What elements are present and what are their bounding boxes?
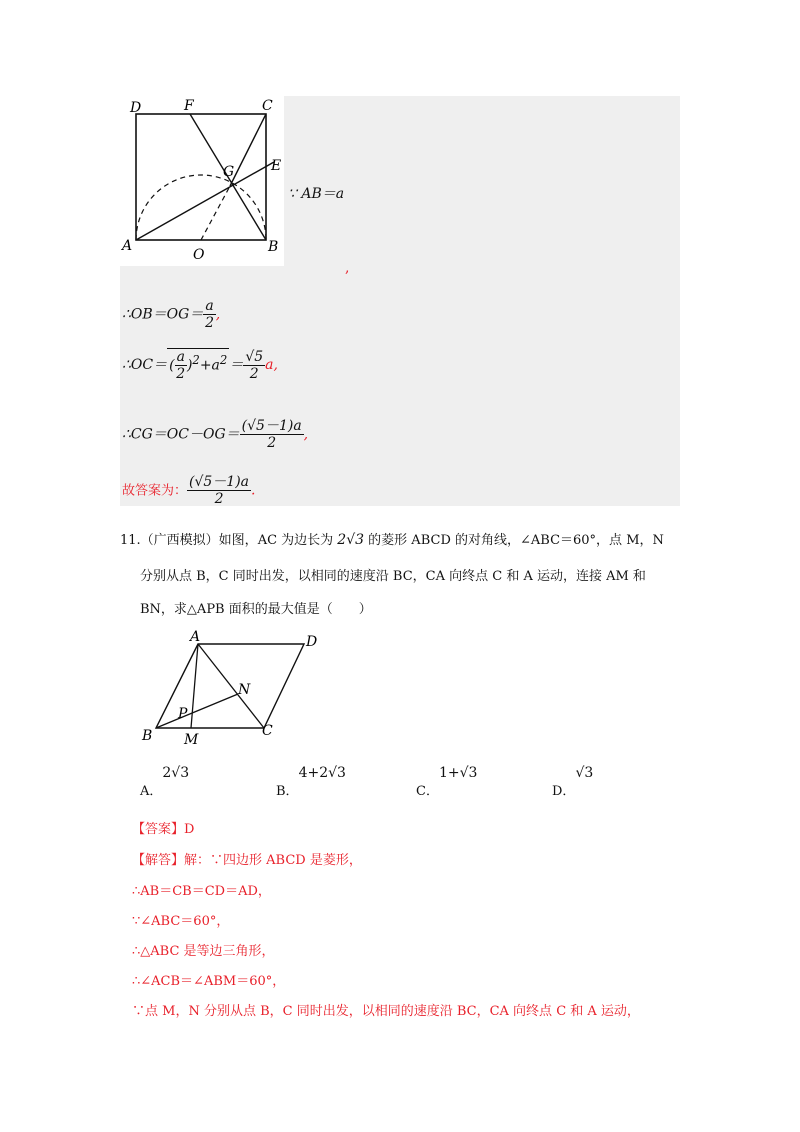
rhombus-figure bbox=[136, 628, 326, 748]
solution-step: ∴∠ACB＝∠ABM＝60°， bbox=[132, 974, 286, 989]
answer-label: 【答案】D bbox=[132, 822, 195, 837]
question-line-3: BN，求△APB 面积的最大值是（ ） bbox=[140, 602, 372, 617]
solution-step: ∴AB＝CB＝CD＝AD， bbox=[132, 884, 271, 899]
label-b: B bbox=[142, 728, 153, 744]
side-length: 2√3 bbox=[337, 532, 365, 548]
question-line-2: 分别从点 B，C 同时出发，以相同的速度沿 BC，CA 向终点 C 和 A 运动，连接 AM 和 bbox=[140, 569, 646, 584]
solution-line-3: ∴CG＝OC－OG＝ $\frac{(√5-1)a}{2}$ , bbox=[122, 418, 309, 451]
label-o: O bbox=[193, 247, 205, 263]
square-figure-svg bbox=[120, 96, 284, 266]
option-a[interactable]: $_{A.}$2√3 bbox=[140, 765, 190, 799]
label-c: C bbox=[262, 723, 273, 739]
option-b[interactable]: $_{B.}$4+2√3 bbox=[276, 765, 346, 799]
label-a: A bbox=[122, 238, 133, 254]
given-statement: ∵ AB＝a bbox=[288, 186, 345, 202]
label-b: B bbox=[268, 239, 279, 255]
solution-step: ∴△ABC 是等边三角形， bbox=[132, 944, 275, 959]
label-p: P bbox=[178, 706, 188, 722]
label-a: A bbox=[190, 629, 201, 645]
label-f: F bbox=[184, 98, 194, 114]
solution-step: ∵∠ABC＝60°， bbox=[132, 914, 230, 929]
option-c[interactable]: $_{C.}$1+√3 bbox=[416, 765, 478, 799]
sqrt-expression: ( $\frac{a}{2}$ )$^2+a^2$ bbox=[169, 349, 228, 382]
solution-step: ∵点 M，N 分别从点 B，C 同时出发，以相同的速度沿 BC，CA 向终点 C 和 A 运动， bbox=[132, 1004, 640, 1019]
solution-intro: 【解答】解：∵四边形 ABCD 是菱形， bbox=[132, 853, 362, 868]
label-d: D bbox=[306, 634, 318, 650]
rhombus-figure-svg bbox=[136, 628, 326, 748]
question-line-1: 11.（广西模拟）如图，AC 为边长为 2√3 的菱形 ABCD 的对角线，∠ABC＝60°，点 M，N bbox=[120, 532, 664, 548]
label-g: G bbox=[223, 164, 235, 180]
square-figure bbox=[120, 96, 284, 266]
solution-line-1: ∴OB＝OG＝ $\frac{a}{2}$ , bbox=[122, 298, 221, 331]
solution-line-2: ∴OC＝ ( $\frac{a}{2}$ )$^2+a^2$ ＝ $\frac{√5}{2}$ a, bbox=[122, 348, 278, 382]
solution-answer: 故答案为： $\frac{(√5-1)a}{2}$ . bbox=[122, 474, 256, 507]
label-d: D bbox=[130, 100, 142, 116]
option-d[interactable]: $_{D.}$√3 bbox=[552, 765, 594, 799]
label-e: E bbox=[271, 158, 282, 174]
label-m: M bbox=[184, 732, 199, 748]
label-c: C bbox=[262, 98, 273, 114]
comma-mark: , bbox=[345, 260, 350, 276]
label-n: N bbox=[238, 682, 251, 698]
